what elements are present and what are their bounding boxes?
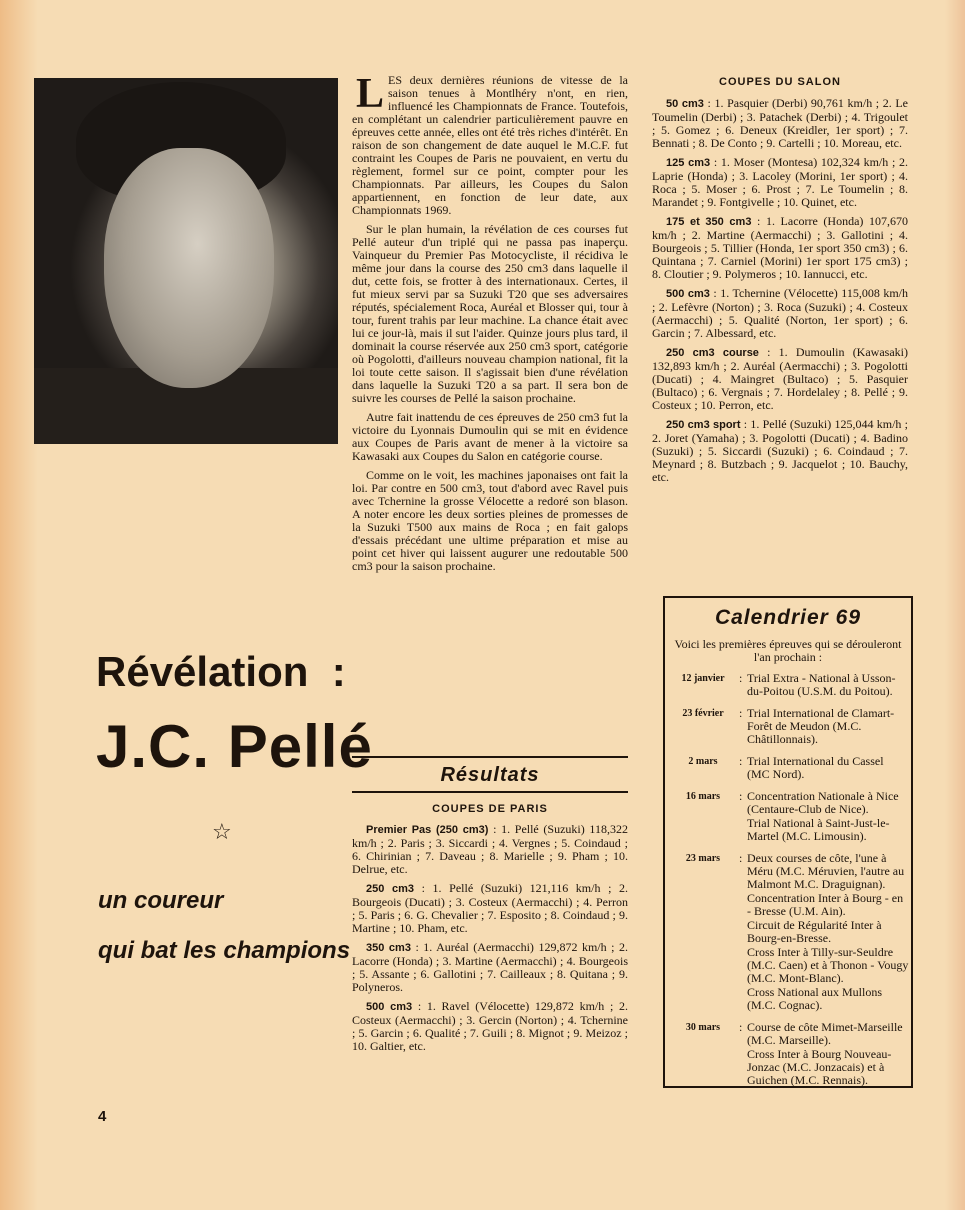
paragraph-text: ES deux dernières réunions de vitesse de la saison tenues à Montlhéry n'ont, en rien, influencé les Championnats de France. Toutefois, en complétant un calendrier particulièrement pauvre en épreuves cette année, elles ont été très riches d'intérêt. En raison de son changement de date auquel le M.C.F. fut contraint les Coupes de Paris ne pouvaient, en vertu du règlement, formel sur ce point, compter pour les Championnats. Par ailleurs, les Coupes du Salon appartiennent, en fonction de leur date, aux Championnats 1969. — [352, 73, 628, 217]
result-class: 500 cm3 — [666, 288, 710, 300]
calendar-date: 12 janvier — [681, 673, 725, 684]
calendar-title: Calendrier 69 — [714, 606, 862, 629]
result-text: : 1. Pellé (Suzuki) 121,116 km/h ; 2. Bourgeois (Ducati) ; 3. Costeux (Aermacchi) ; 4. Perron ; 5. Paris ; 6. G. Chevalier ; 7. Esposito ; 8. Coindaud ; 9. Martine ; 10. Pham, etc. — [352, 881, 628, 935]
calendar-event: Cross Inter à Bourg Nouveau-Jonzac (M.C. Jonzacais) et à Guichen (M.C. Rennais). — [747, 1047, 892, 1087]
drop-cap: L — [356, 71, 385, 117]
headline-revelation: Révélation : — [96, 648, 346, 695]
colon-separator: : — [739, 706, 743, 720]
calendar-event: Cross Inter à Tilly-sur-Seuldre (M.C. Caen) et à Thonon - Vougy (M.C. Mont-Blanc). — [747, 945, 909, 985]
article-paragraph: Autre fait inattendu de ces épreuves de 250 cm3 fut la victoire du Lyonnais Dumoulin qui se mit en évidence aux Coupes de Paris avant de mener à la victoire sa Kawasaki aux Coupes du Salon en catégorie course. — [352, 410, 628, 463]
calendar-intro: Voici les premières épreuves qui se dérouleront l'an prochain : — [674, 637, 902, 664]
result-class: 350 cm3 — [366, 942, 411, 954]
salon-heading: COUPES DU SALON — [719, 76, 841, 88]
calendar-event: Deux courses de côte, l'une à Méru (M.C. Méruvien, l'autre au Malmont M.C. Draguignan). — [747, 851, 905, 891]
result-class: 50 cm3 — [666, 98, 704, 110]
result-item — [352, 941, 628, 994]
calendar-event: Trial Extra - National à Usson-du-Poitou (U.S.M. du Poitou). — [747, 671, 896, 698]
calendar-event: Trial International de Clamart-Forêt de Meudon (M.C. Châtillonnais). — [747, 706, 895, 746]
result-item — [352, 882, 628, 935]
result-text: : 1. Pellé (Suzuki) 125,044 km/h ; 2. Joret (Yamaha) ; 3. Pogolotti (Ducati) ; 4. Badino (Suzuki) ; 5. Siccardi (Suzuki) ; 6. Coindaud ; 7. Meynard ; 8. Butzbach ; 9. Jacquelot ; 10. Bauchy, etc. — [652, 417, 909, 484]
calendar-events — [747, 1021, 909, 1088]
calendar-entry — [667, 790, 909, 844]
salon-results — [652, 74, 908, 490]
calendar-entry — [667, 852, 909, 1013]
result-text: : 1. Tchernine (Vélocette) 115,008 km/h ; 2. Lefèvre (Norton) ; 3. Roca (Suzuki) ; 4. Costeux (Aermacchi) ; 5. Qualité (Norton, 1er sport) ; 6. Garcin ; 7. Albessard, etc. — [652, 286, 908, 340]
result-class: 250 cm3 — [366, 883, 415, 895]
calendar-date: 2 mars — [688, 756, 718, 767]
page-number: 4 — [98, 1108, 107, 1125]
divider — [352, 756, 628, 758]
calendar-date: 30 mars — [685, 1022, 721, 1033]
calendar-events — [747, 672, 909, 699]
result-text: : 1. Auréal (Aermacchi) 129,872 km/h ; 2. Lacorre (Honda) ; 3. Martine (Aermacchi) ; 4. Bourgeois ; 5. Assante ; 6. Gallotini ; 7. Cailleaux ; 8. Quitana ; 9. Polyneros. — [352, 940, 628, 994]
result-item — [652, 418, 908, 484]
results-section — [352, 756, 628, 1059]
photo-face — [104, 148, 274, 388]
portrait-photo — [34, 78, 338, 444]
calendar-entry — [667, 672, 909, 699]
result-class: 175 et 350 cm3 — [666, 216, 752, 228]
headline-name: J.C. Pellé — [96, 713, 373, 780]
result-item — [652, 97, 908, 150]
result-text: : 1. Ravel (Vélocette) 129,872 km/h ; 2. Costeux (Aermacchi) ; 3. Gercin (Norton) ; 4. Tchernine ; 5. Garcin ; 6. Qualité ; 7. Guili ; 8. Mignot ; 9. Meizoz ; 10. Galtier, etc. — [352, 999, 628, 1053]
subtitle-line-1: un coureur — [98, 887, 224, 914]
calendar-event: Cross National aux Mullons (M.C. Cognac). — [747, 985, 882, 1012]
article-paragraph: Comme on le voit, les machines japonaises ont fait la loi. Par contre en 500 cm3, tout d'abord avec Ravel puis avec Tchernine la grosse Vélocette a redoré son blason. A noter encore les deux sorties pleines de promesses de la Suzuki T500 aux mains de Roca ; en fait galops d'essais précédant une ultime préparation et mise au point cet hiver qui laissent augurer une redoutable 500 cm3 pour la saison prochaine. — [352, 468, 628, 573]
result-class: 250 cm3 course — [666, 347, 759, 359]
calendar-date: 16 mars — [685, 791, 721, 802]
result-item — [652, 287, 908, 340]
star-icon: ☆ — [212, 820, 232, 845]
calendar-event: Course de côte Mimet-Marseille (M.C. Marseille). — [747, 1020, 903, 1047]
calendar-entry — [667, 707, 909, 747]
result-item — [652, 156, 908, 209]
colon-separator: : — [739, 851, 743, 865]
page-edge — [0, 0, 38, 1210]
calendar-event: Concentration Nationale à Nice (Centaure-Club de Nice). — [747, 789, 899, 816]
result-text: : 1. Moser (Montesa) 102,324 km/h ; 2. Laprie (Honda) ; 3. Lacoley (Morini, 1er sport) ; 4. Roca ; 5. Moser ; 6. Prost ; 7. Le Toumelin ; 8. Marandet ; 9. Fontgivelle ; 10. Quinet, etc. — [652, 155, 908, 209]
calendar-entry — [667, 1021, 909, 1088]
paris-heading: COUPES DE PARIS — [432, 803, 548, 815]
calendar-events — [747, 852, 909, 1013]
result-class: 500 cm3 — [366, 1001, 413, 1013]
result-text: : 1. Lacorre (Honda) 107,670 km/h ; 2. Martine (Aermacchi) ; 3. Gallotini ; 4. Bourgeois ; 5. Tillier (Honda, 1er sport 350 cm3) ; 6. Quintana ; 7. Carniel (Morini) 1er sport 175 cm3) ; 8. Cloutier ; 9. Polymeros ; 10. Iannucci, etc. — [652, 214, 908, 281]
result-item — [352, 823, 628, 876]
results-title: Résultats — [440, 764, 540, 786]
article-body — [352, 71, 628, 579]
calendar-events — [747, 790, 909, 844]
colon-separator: : — [739, 789, 743, 803]
calendar-event: Trial National à Saint-Just-le-Martel (M.C. Limousin). — [747, 816, 890, 843]
divider — [352, 791, 628, 793]
calendar-events — [747, 755, 909, 782]
calendar-event: Trial International du Cassel (MC Nord). — [747, 754, 884, 781]
result-text: : 1. Pellé (Suzuki) 118,322 km/h ; 2. Paris ; 3. Siccardi ; 4. Vergnes ; 5. Coindaud ; 6. Chirinian ; 7. Daveau ; 8. Marielle ; 9. Pham ; 10. Delrue, etc. — [352, 822, 628, 876]
calendar-box — [663, 596, 913, 1088]
result-class: 250 cm3 sport — [666, 419, 741, 431]
page-edge — [945, 0, 965, 1210]
calendar-events — [747, 707, 909, 747]
colon-separator: : — [739, 671, 743, 685]
result-item — [352, 1000, 628, 1053]
result-text: : 1. Pasquier (Derbi) 90,761 km/h ; 2. Le Toumelin (Derbi) ; 3. Patachek (Derbi) ; 4. Trigoulet ; 5. Gomez ; 6. Deneux (Kreidler, 1er sport) ; 7. Bennati ; 8. De Conto ; 9. Cartelli ; 10. Moreau, etc. — [652, 96, 908, 150]
result-item — [652, 215, 908, 281]
article-paragraph: Sur le plan humain, la révélation de ces courses fut Pellé auteur d'un triplé qui ne passa pas inaperçu. Vainqueur du Premier Pas Motocycliste, il récidiva le même jour dans la course des 250 cm3 dans laquelle il dut, cette fois, se frotter à des internationaux. Certes, il fut mieux servi par sa Suzuki T20 que ses adversaires réputés, spécialement Roca, Auréal et Blosser qui, tour à tour, furent trahis par leur machine. La chance était avec lui ce jour-là, mais il sut l'aider. Quinze jours plus tard, il dominait la course réservée aux 250 cm3 sport, catégorie où Pogolotti, d'ailleurs nouveau champion national, fit la loi toute cette saison. Il s'agissait bien d'une révélation dans laquelle la Suzuki T20 a sa part. Il sera bon de suivre les courses de Pellé la saison prochaine. — [352, 222, 628, 405]
result-text: : 1. Dumoulin (Kawasaki) 132,893 km/h ; 2. Auréal (Aermacchi) ; 3. Pogolotti (Ducati) ; 4. Maingret (Bultaco) ; 5. Pasquier (Bultaco) ; 6. Vergnais ; 7. Hordelaley ; 8. Pellé ; 9. Costeux ; 10. Perron, etc. — [652, 345, 908, 412]
result-class: Premier Pas (250 cm3) — [366, 824, 489, 836]
calendar-event: Concentration Inter à Bourg - en - Bresse (U.M. Ain). — [747, 891, 904, 918]
result-class: 125 cm3 — [666, 157, 711, 169]
calendar-date: 23 mars — [685, 853, 721, 864]
article-paragraph — [352, 71, 628, 217]
subtitle-line-2: qui bat les champions — [98, 937, 351, 964]
calendar-entry — [667, 755, 909, 782]
colon-separator: : — [739, 1020, 743, 1034]
calendar-date: 23 février — [682, 708, 724, 719]
colon-separator: : — [739, 754, 743, 768]
calendar-event: Circuit de Régularité Inter à Bourg-en-Bresse. — [747, 918, 882, 945]
result-item — [652, 346, 908, 412]
